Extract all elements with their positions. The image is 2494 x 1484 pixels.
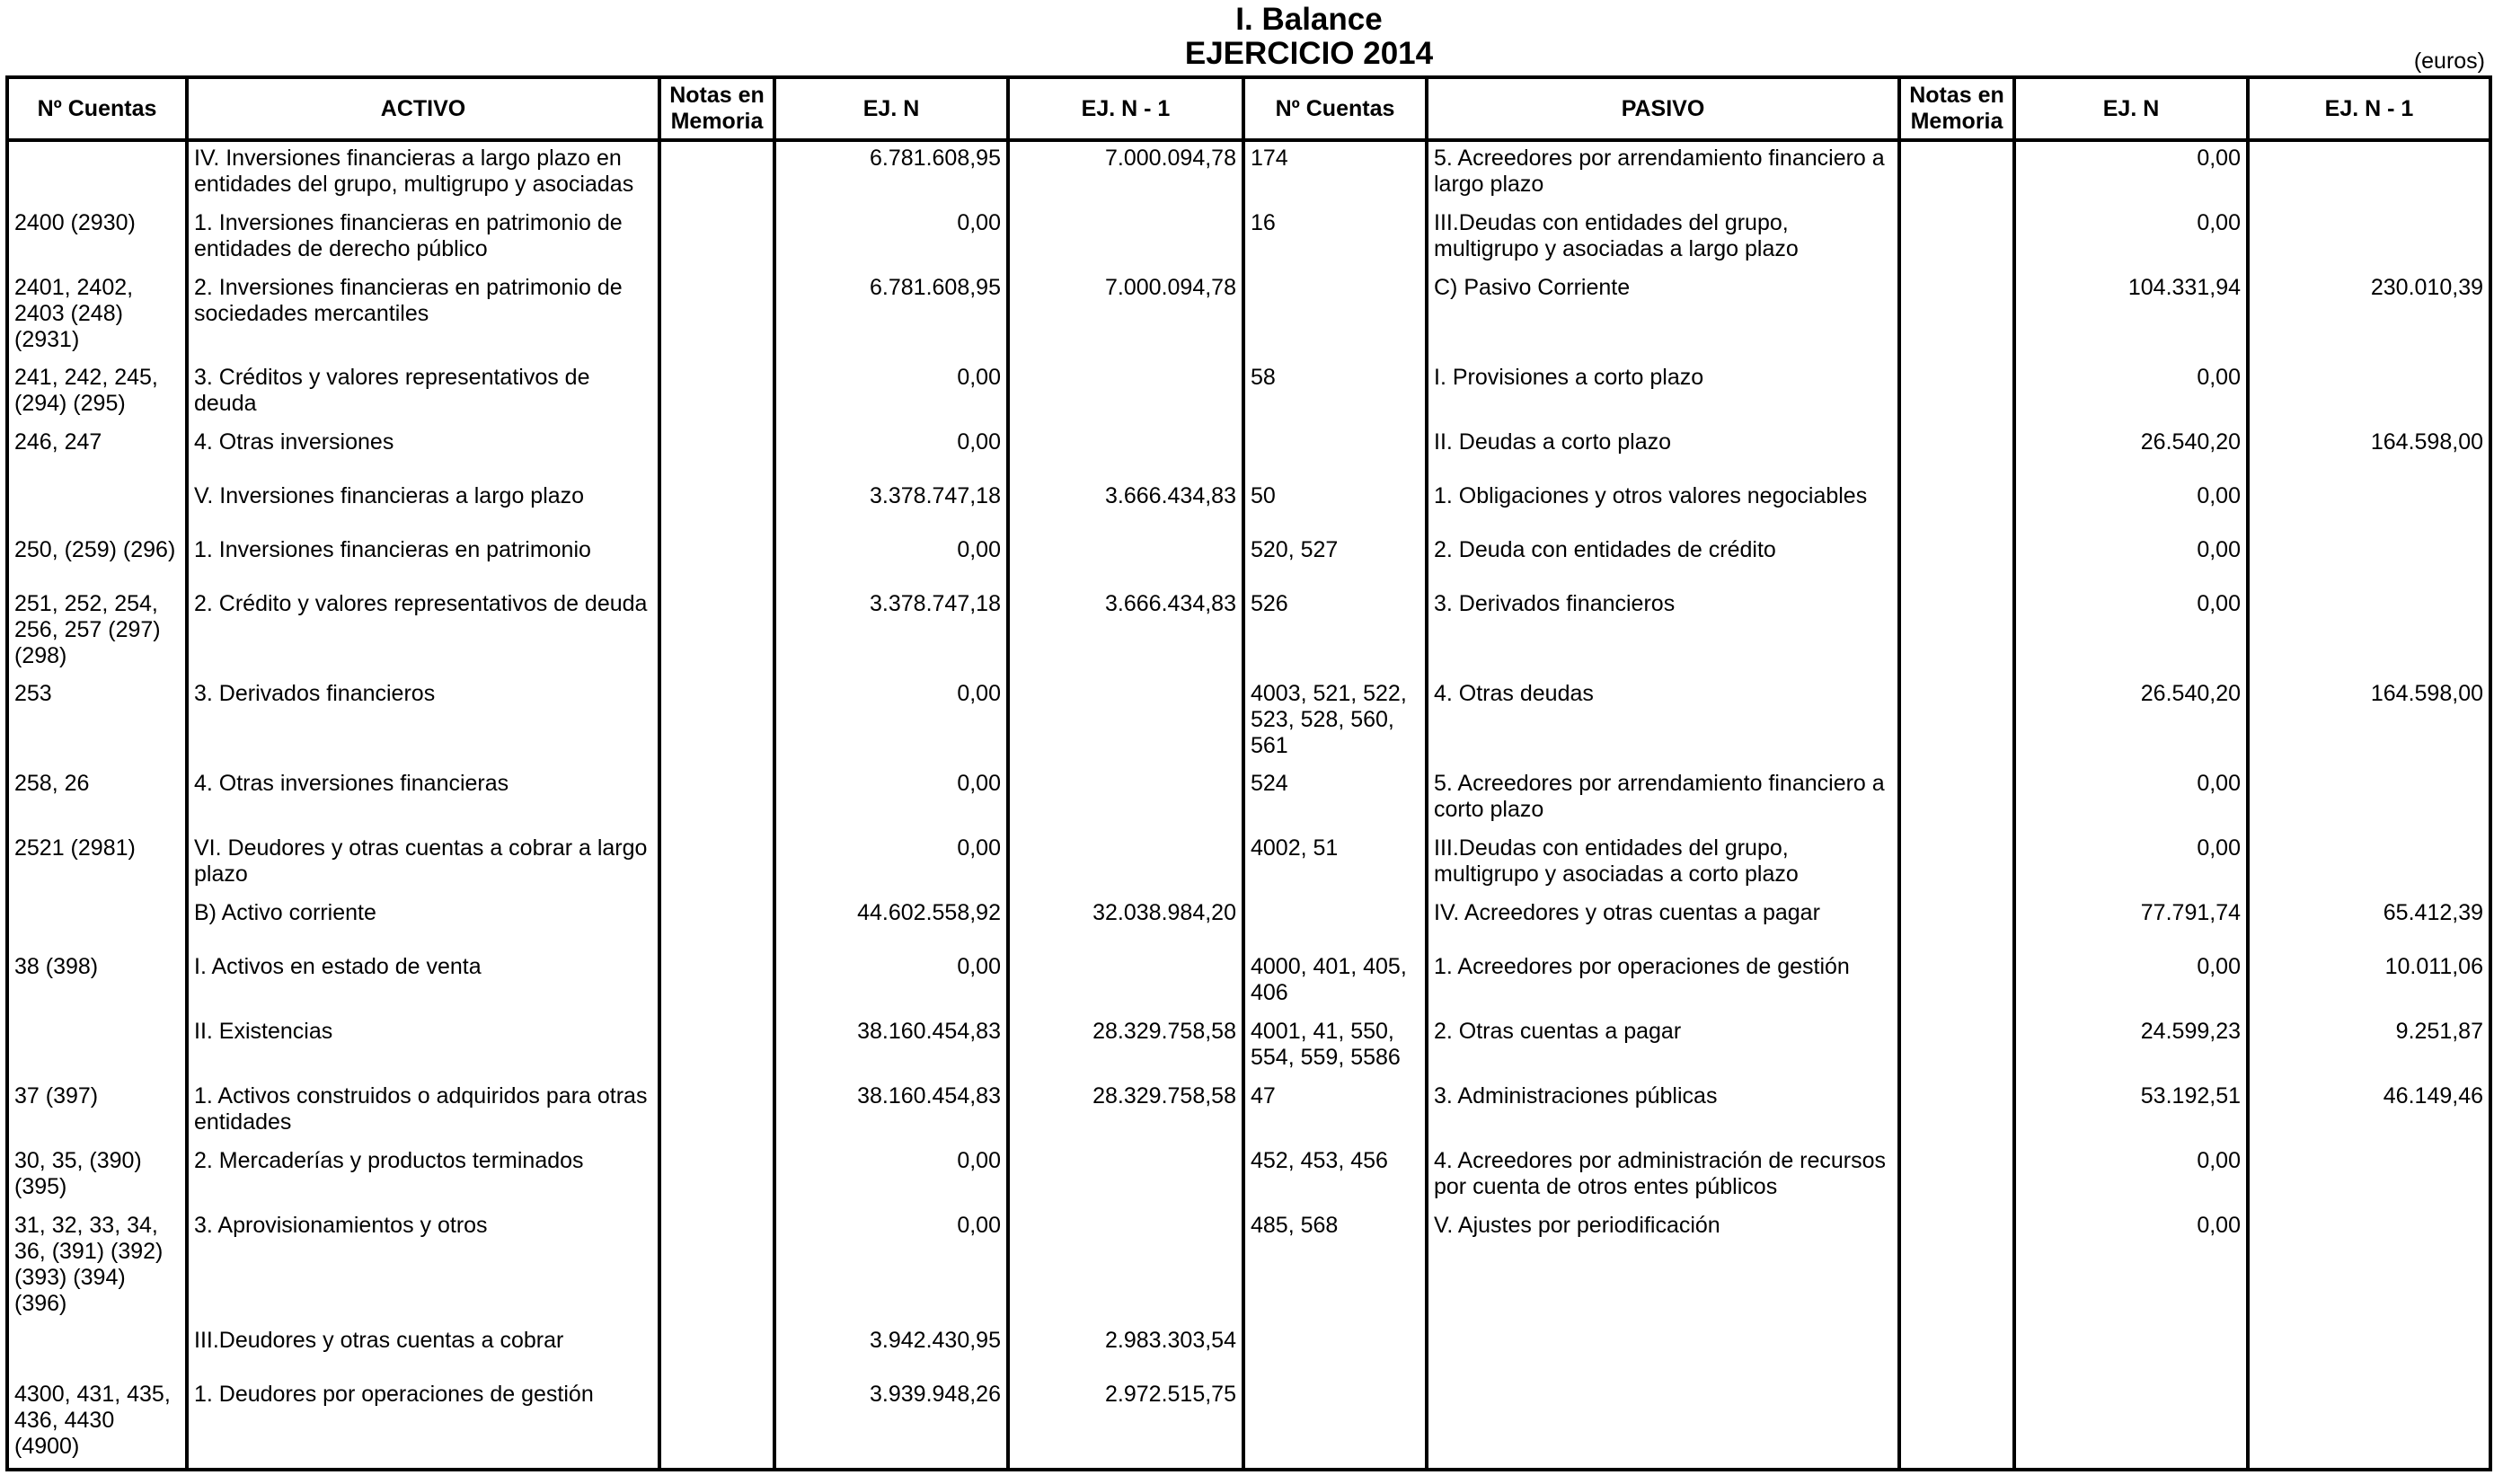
ej-n-pasivo-cell: 104.331,94: [2014, 271, 2248, 361]
pasivo-cell: [1427, 1324, 1899, 1378]
notas-pasivo-cell: [1899, 271, 2014, 361]
ej-n-activo-cell: 0,00: [774, 207, 1008, 271]
ej-n-activo-cell: 0,00: [774, 767, 1008, 832]
ej-n-pasivo-cell: 0,00: [2014, 1209, 2248, 1324]
table-row: [7, 426, 2490, 480]
table-row: [7, 534, 2490, 587]
ej-n1-pasivo-cell: [2248, 1324, 2490, 1378]
header-row: [7, 77, 2490, 140]
notas-activo-cell: [659, 832, 774, 897]
notas-pasivo-cell: [1899, 1378, 2014, 1470]
table-row: [7, 1080, 2490, 1144]
ej-n-activo-cell: 44.602.558,92: [774, 897, 1008, 950]
ej-n-pasivo-cell: 0,00: [2014, 950, 2248, 1015]
activo-cell: 2. Inversiones financieras en patrimonio de sociedades mercantiles: [187, 271, 659, 361]
notas-pasivo-cell: [1899, 767, 2014, 832]
notas-pasivo-cell: [1899, 480, 2014, 534]
cuentas-activo-cell: [7, 1324, 187, 1378]
activo-cell: 2. Crédito y valores representativos de deuda: [187, 587, 659, 677]
ej-n-pasivo-cell: 0,00: [2014, 480, 2248, 534]
cuentas-pasivo-cell: 16: [1243, 207, 1427, 271]
ej-n-activo-cell: 0,00: [774, 426, 1008, 480]
ej-n1-pasivo-cell: [2248, 140, 2490, 207]
activo-cell: 1. Deudores por operaciones de gestión: [187, 1378, 659, 1470]
activo-cell: 1. Inversiones financieras en patrimonio de entidades de derecho público: [187, 207, 659, 271]
notas-activo-cell: [659, 897, 774, 950]
ej-n1-pasivo-cell: [2248, 767, 2490, 832]
ej-n1-activo-cell: 7.000.094,78: [1008, 140, 1243, 207]
notas-activo-cell: [659, 950, 774, 1015]
ej-n1-activo-cell: [1008, 767, 1243, 832]
cuentas-activo-cell: 258, 26: [7, 767, 187, 832]
activo-cell: 3. Derivados financieros: [187, 677, 659, 767]
notas-activo-cell: [659, 1015, 774, 1080]
page-subtitle: EJERCICIO 2014: [1184, 36, 1434, 71]
ej-n-pasivo-cell: 0,00: [2014, 207, 2248, 271]
ej-n1-pasivo-cell: [2248, 1378, 2490, 1470]
cuentas-pasivo-cell: 524: [1243, 767, 1427, 832]
ej-n-activo-cell: 3.939.948,26: [774, 1378, 1008, 1470]
cuentas-activo-cell: 30, 35, (390) (395): [7, 1144, 187, 1209]
activo-cell: 4. Otras inversiones financieras: [187, 767, 659, 832]
pasivo-cell: IV. Acreedores y otras cuentas a pagar: [1427, 897, 1899, 950]
ej-n-pasivo-cell: 26.540,20: [2014, 426, 2248, 480]
pasivo-cell: 2. Deuda con entidades de crédito: [1427, 534, 1899, 587]
cuentas-activo-cell: [7, 897, 187, 950]
table-row: [7, 1015, 2490, 1080]
activo-cell: IV. Inversiones financieras a largo plazo en entidades del grupo, multigrupo y asociadas: [187, 140, 659, 207]
notas-activo-cell: [659, 207, 774, 271]
notas-activo-cell: [659, 534, 774, 587]
table-row: [7, 1209, 2490, 1324]
pasivo-cell: 1. Obligaciones y otros valores negociables: [1427, 480, 1899, 534]
header-cuentas-pasivo: Nº Cuentas: [1243, 77, 1427, 140]
notas-pasivo-cell: [1899, 1080, 2014, 1144]
ej-n1-activo-cell: [1008, 677, 1243, 767]
cuentas-activo-cell: 251, 252, 254, 256, 257 (297) (298): [7, 587, 187, 677]
cuentas-activo-cell: [7, 1015, 187, 1080]
table-row: [7, 1144, 2490, 1209]
ej-n1-activo-cell: 3.666.434,83: [1008, 480, 1243, 534]
notas-pasivo-cell: [1899, 1209, 2014, 1324]
ej-n1-pasivo-cell: 65.412,39: [2248, 897, 2490, 950]
table-row: [7, 480, 2490, 534]
cuentas-pasivo-cell: 526: [1243, 587, 1427, 677]
ej-n1-pasivo-cell: [2248, 480, 2490, 534]
cuentas-pasivo-cell: 520, 527: [1243, 534, 1427, 587]
cuentas-activo-cell: 241, 242, 245, (294) (295): [7, 361, 187, 426]
ej-n-pasivo-cell: 24.599,23: [2014, 1015, 2248, 1080]
notas-activo-cell: [659, 1209, 774, 1324]
cuentas-activo-cell: [7, 480, 187, 534]
cuentas-pasivo-cell: 452, 453, 456: [1243, 1144, 1427, 1209]
notas-pasivo-cell: [1899, 587, 2014, 677]
pasivo-cell: C) Pasivo Corriente: [1427, 271, 1899, 361]
ej-n1-pasivo-cell: 164.598,00: [2248, 677, 2490, 767]
cuentas-pasivo-cell: 174: [1243, 140, 1427, 207]
ej-n-pasivo-cell: [2014, 1378, 2248, 1470]
cuentas-pasivo-cell: 50: [1243, 480, 1427, 534]
ej-n-pasivo-cell: 0,00: [2014, 534, 2248, 587]
table-row: [7, 140, 2490, 207]
ej-n1-pasivo-cell: [2248, 832, 2490, 897]
notas-activo-cell: [659, 1324, 774, 1378]
notas-pasivo-cell: [1899, 897, 2014, 950]
notas-pasivo-cell: [1899, 1015, 2014, 1080]
cuentas-activo-cell: 38 (398): [7, 950, 187, 1015]
ej-n1-activo-cell: 2.983.303,54: [1008, 1324, 1243, 1378]
activo-cell: III.Deudores y otras cuentas a cobrar: [187, 1324, 659, 1378]
table-row: [7, 361, 2490, 426]
ej-n-pasivo-cell: 53.192,51: [2014, 1080, 2248, 1144]
notas-activo-cell: [659, 1378, 774, 1470]
table-row: [7, 832, 2490, 897]
ej-n1-activo-cell: 7.000.094,78: [1008, 271, 1243, 361]
ej-n1-activo-cell: [1008, 207, 1243, 271]
table-row: [7, 207, 2490, 271]
notas-pasivo-cell: [1899, 832, 2014, 897]
notas-activo-cell: [659, 480, 774, 534]
ej-n1-activo-cell: [1008, 1209, 1243, 1324]
notas-pasivo-cell: [1899, 1144, 2014, 1209]
notas-activo-cell: [659, 767, 774, 832]
ej-n1-pasivo-cell: [2248, 361, 2490, 426]
ej-n-activo-cell: 0,00: [774, 950, 1008, 1015]
ej-n1-pasivo-cell: 230.010,39: [2248, 271, 2490, 361]
activo-cell: II. Existencias: [187, 1015, 659, 1080]
cuentas-pasivo-cell: [1243, 1324, 1427, 1378]
cuentas-pasivo-cell: [1243, 271, 1427, 361]
notas-pasivo-cell: [1899, 426, 2014, 480]
activo-cell: 3. Créditos y valores representativos de deuda: [187, 361, 659, 426]
cuentas-pasivo-cell: 58: [1243, 361, 1427, 426]
ej-n-pasivo-cell: 0,00: [2014, 1144, 2248, 1209]
cuentas-activo-cell: 37 (397): [7, 1080, 187, 1144]
ej-n-activo-cell: 3.942.430,95: [774, 1324, 1008, 1378]
pasivo-cell: I. Provisiones a corto plazo: [1427, 361, 1899, 426]
ej-n1-activo-cell: 2.972.515,75: [1008, 1378, 1243, 1470]
cuentas-pasivo-cell: [1243, 426, 1427, 480]
pasivo-cell: III.Deudas con entidades del grupo, multigrupo y asociadas a corto plazo: [1427, 832, 1899, 897]
cuentas-activo-cell: 2521 (2981): [7, 832, 187, 897]
activo-cell: V. Inversiones financieras a largo plazo: [187, 480, 659, 534]
header-ej-n1-pasivo: EJ. N - 1: [2248, 77, 2490, 140]
pasivo-cell: 4. Acreedores por administración de recursos por cuenta de otros entes públicos: [1427, 1144, 1899, 1209]
cuentas-activo-cell: 4300, 431, 435, 436, 4430 (4900): [7, 1378, 187, 1470]
ej-n-activo-cell: 6.781.608,95: [774, 271, 1008, 361]
ej-n1-pasivo-cell: 164.598,00: [2248, 426, 2490, 480]
table-row: [7, 897, 2490, 950]
activo-cell: B) Activo corriente: [187, 897, 659, 950]
cuentas-pasivo-cell: [1243, 1378, 1427, 1470]
table-row: [7, 950, 2490, 1015]
ej-n1-pasivo-cell: [2248, 534, 2490, 587]
pasivo-cell: 3. Derivados financieros: [1427, 587, 1899, 677]
cuentas-pasivo-cell: 4002, 51: [1243, 832, 1427, 897]
cuentas-pasivo-cell: 4000, 401, 405, 406: [1243, 950, 1427, 1015]
table-row: [7, 587, 2490, 677]
notas-activo-cell: [659, 587, 774, 677]
ej-n1-activo-cell: 28.329.758,58: [1008, 1015, 1243, 1080]
ej-n-activo-cell: 0,00: [774, 677, 1008, 767]
ej-n1-pasivo-cell: [2248, 207, 2490, 271]
notas-activo-cell: [659, 677, 774, 767]
notas-pasivo-cell: [1899, 677, 2014, 767]
ej-n-pasivo-cell: 77.791,74: [2014, 897, 2248, 950]
activo-cell: 4. Otras inversiones: [187, 426, 659, 480]
cuentas-activo-cell: 31, 32, 33, 34, 36, (391) (392) (393) (394) (396): [7, 1209, 187, 1324]
cuentas-activo-cell: 2400 (2930): [7, 207, 187, 271]
header-ej-n-activo: EJ. N: [774, 77, 1008, 140]
cuentas-activo-cell: 250, (259) (296): [7, 534, 187, 587]
cuentas-pasivo-cell: 485, 568: [1243, 1209, 1427, 1324]
pasivo-cell: V. Ajustes por periodificación: [1427, 1209, 1899, 1324]
ej-n1-pasivo-cell: 9.251,87: [2248, 1015, 2490, 1080]
notas-pasivo-cell: [1899, 361, 2014, 426]
ej-n1-pasivo-cell: [2248, 587, 2490, 677]
activo-cell: 1. Activos construidos o adquiridos para otras entidades: [187, 1080, 659, 1144]
notas-pasivo-cell: [1899, 534, 2014, 587]
table-row: [7, 271, 2490, 361]
cuentas-pasivo-cell: 47: [1243, 1080, 1427, 1144]
ej-n-pasivo-cell: 0,00: [2014, 587, 2248, 677]
ej-n-activo-cell: 0,00: [774, 361, 1008, 426]
pasivo-cell: 5. Acreedores por arrendamiento financiero a largo plazo: [1427, 140, 1899, 207]
ej-n-pasivo-cell: 0,00: [2014, 767, 2248, 832]
ej-n1-activo-cell: [1008, 361, 1243, 426]
ej-n-activo-cell: 38.160.454,83: [774, 1080, 1008, 1144]
balance-table-body: [7, 140, 2490, 1470]
cuentas-activo-cell: 253: [7, 677, 187, 767]
header-notas-activo: Notas en Memoria: [659, 77, 774, 140]
header-activo: ACTIVO: [187, 77, 659, 140]
ej-n1-activo-cell: 3.666.434,83: [1008, 587, 1243, 677]
pasivo-cell: 1. Acreedores por operaciones de gestión: [1427, 950, 1899, 1015]
ej-n1-pasivo-cell: 46.149,46: [2248, 1080, 2490, 1144]
notas-activo-cell: [659, 1144, 774, 1209]
ej-n1-pasivo-cell: 10.011,06: [2248, 950, 2490, 1015]
pasivo-cell: 3. Administraciones públicas: [1427, 1080, 1899, 1144]
activo-cell: VI. Deudores y otras cuentas a cobrar a largo plazo: [187, 832, 659, 897]
table-row: [7, 677, 2490, 767]
ej-n1-pasivo-cell: [2248, 1209, 2490, 1324]
notas-pasivo-cell: [1899, 950, 2014, 1015]
ej-n-pasivo-cell: 0,00: [2014, 832, 2248, 897]
header-ej-n-pasivo: EJ. N: [2014, 77, 2248, 140]
ej-n1-activo-cell: 32.038.984,20: [1008, 897, 1243, 950]
activo-cell: 3. Aprovisionamientos y otros: [187, 1209, 659, 1324]
units-label: (euros): [2413, 49, 2485, 74]
pasivo-cell: [1427, 1378, 1899, 1470]
header-cuentas-activo: Nº Cuentas: [7, 77, 187, 140]
notas-activo-cell: [659, 361, 774, 426]
header-pasivo: PASIVO: [1427, 77, 1899, 140]
cuentas-activo-cell: 246, 247: [7, 426, 187, 480]
notas-activo-cell: [659, 1080, 774, 1144]
page-title: I. Balance: [1235, 2, 1383, 37]
ej-n1-activo-cell: [1008, 426, 1243, 480]
activo-cell: I. Activos en estado de venta: [187, 950, 659, 1015]
balance-table: [5, 75, 2492, 1471]
pasivo-cell: III.Deudas con entidades del grupo, multigrupo y asociadas a largo plazo: [1427, 207, 1899, 271]
pasivo-cell: 5. Acreedores por arrendamiento financiero a corto plazo: [1427, 767, 1899, 832]
notas-pasivo-cell: [1899, 140, 2014, 207]
cuentas-activo-cell: [7, 140, 187, 207]
cuentas-pasivo-cell: 4003, 521, 522, 523, 528, 560, 561: [1243, 677, 1427, 767]
table-row: [7, 767, 2490, 832]
ej-n-pasivo-cell: 0,00: [2014, 140, 2248, 207]
ej-n1-pasivo-cell: [2248, 1144, 2490, 1209]
notas-activo-cell: [659, 271, 774, 361]
pasivo-cell: 2. Otras cuentas a pagar: [1427, 1015, 1899, 1080]
notas-activo-cell: [659, 140, 774, 207]
table-row: [7, 1378, 2490, 1470]
ej-n-pasivo-cell: [2014, 1324, 2248, 1378]
cuentas-activo-cell: 2401, 2402, 2403 (248) (2931): [7, 271, 187, 361]
ej-n-activo-cell: 3.378.747,18: [774, 587, 1008, 677]
ej-n1-activo-cell: 28.329.758,58: [1008, 1080, 1243, 1144]
ej-n-activo-cell: 38.160.454,83: [774, 1015, 1008, 1080]
ej-n-activo-cell: 3.378.747,18: [774, 480, 1008, 534]
ej-n-activo-cell: 0,00: [774, 832, 1008, 897]
ej-n1-activo-cell: [1008, 534, 1243, 587]
ej-n-activo-cell: 6.781.608,95: [774, 140, 1008, 207]
notas-pasivo-cell: [1899, 1324, 2014, 1378]
activo-cell: 2. Mercaderías y productos terminados: [187, 1144, 659, 1209]
notas-pasivo-cell: [1899, 207, 2014, 271]
ej-n1-activo-cell: [1008, 950, 1243, 1015]
pasivo-cell: 4. Otras deudas: [1427, 677, 1899, 767]
notas-activo-cell: [659, 426, 774, 480]
ej-n-pasivo-cell: 26.540,20: [2014, 677, 2248, 767]
cuentas-pasivo-cell: [1243, 897, 1427, 950]
header-ej-n1-activo: EJ. N - 1: [1008, 77, 1243, 140]
activo-cell: 1. Inversiones financieras en patrimonio: [187, 534, 659, 587]
pasivo-cell: II. Deudas a corto plazo: [1427, 426, 1899, 480]
table-row: [7, 1324, 2490, 1378]
ej-n-activo-cell: 0,00: [774, 1144, 1008, 1209]
ej-n1-activo-cell: [1008, 1144, 1243, 1209]
ej-n-activo-cell: 0,00: [774, 1209, 1008, 1324]
header-notas-pasivo: Notas en Memoria: [1899, 77, 2014, 140]
ej-n-activo-cell: 0,00: [774, 534, 1008, 587]
ej-n-pasivo-cell: 0,00: [2014, 361, 2248, 426]
ej-n1-activo-cell: [1008, 832, 1243, 897]
cuentas-pasivo-cell: 4001, 41, 550, 554, 559, 5586: [1243, 1015, 1427, 1080]
